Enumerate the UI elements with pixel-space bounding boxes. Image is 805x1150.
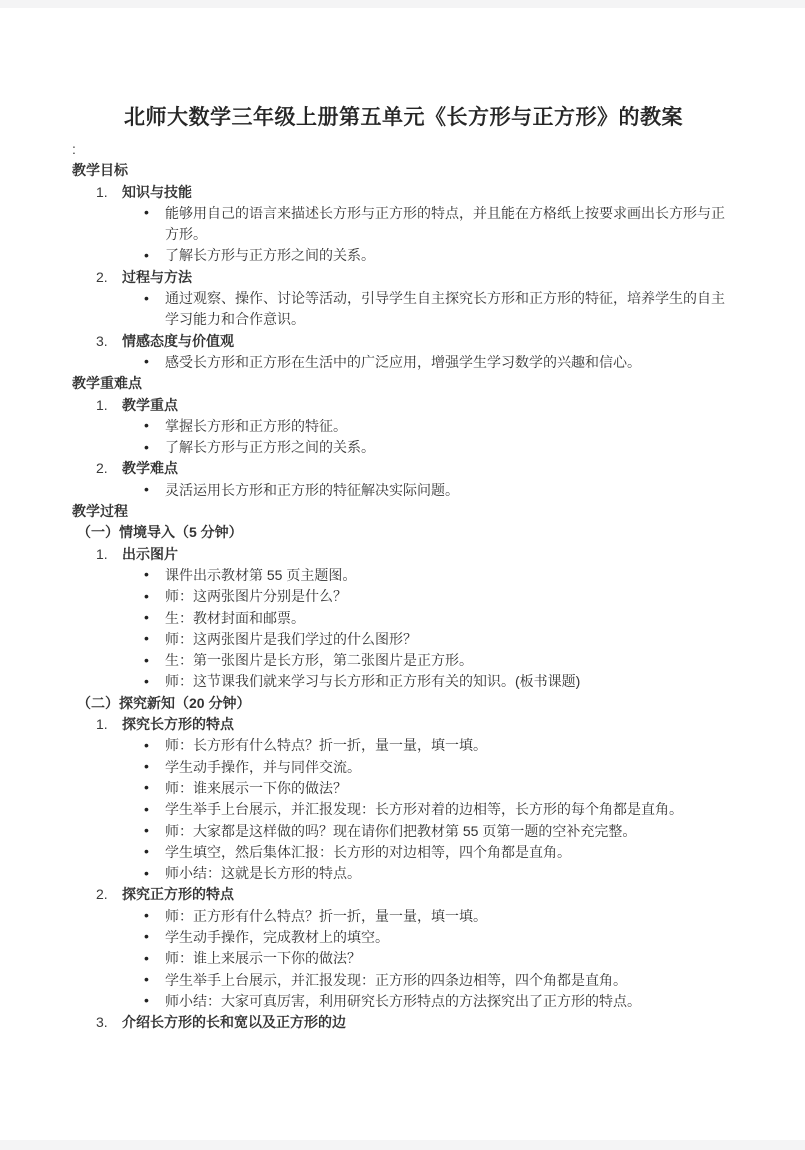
- doc-numbered-item: [72, 714, 735, 735]
- bullet-icon: •: [144, 609, 149, 626]
- line-text: 师：这节课我们就来学习与长方形和正方形有关的知识。(板书课题): [165, 673, 581, 690]
- doc-bullet-item: [72, 970, 735, 991]
- number-marker: 1.: [96, 396, 108, 413]
- line-text: 师：这两张图片分别是什么？: [165, 588, 347, 605]
- line-text: 学生动手操作，并与同伴交流。: [165, 758, 361, 775]
- line-text: 学生动手操作，完成教材上的填空。: [165, 928, 389, 945]
- line-text: 教学难点: [122, 460, 178, 477]
- bullet-icon: •: [144, 204, 149, 221]
- document-page: [0, 8, 805, 1140]
- number-marker: 1.: [96, 545, 108, 562]
- doc-heading: [72, 501, 735, 522]
- doc-bullet-item: [72, 799, 735, 820]
- doc-bullet-item: [72, 671, 735, 692]
- bullet-icon: •: [144, 907, 149, 924]
- line-text: 了解长方形与正方形之间的关系。: [165, 247, 375, 264]
- doc-section-heading: [72, 693, 735, 714]
- line-text: 探究长方形的特点: [122, 716, 234, 733]
- doc-bullet-item: [72, 991, 735, 1012]
- bullet-icon: •: [144, 417, 149, 434]
- line-text: 教学重点: [122, 396, 178, 413]
- line-text: 通过观察、操作、讨论等活动，引导学生自主探究长方形和正方形的特征，培养学生的自主学习能力和合作意识。: [165, 290, 725, 328]
- doc-bullet-item: [72, 437, 735, 458]
- doc-bullet-item: [72, 821, 735, 842]
- doc-bullet-item: [72, 735, 735, 756]
- doc-numbered-item: [72, 395, 735, 416]
- bullet-icon: •: [144, 651, 149, 668]
- doc-bullet-item: [72, 629, 735, 650]
- doc-section-heading: [72, 522, 735, 543]
- doc-bullet-item: [72, 842, 735, 863]
- line-text: 知识与技能: [122, 183, 192, 200]
- line-text: 情感态度与价值观: [122, 332, 234, 349]
- bullet-icon: •: [144, 587, 149, 604]
- doc-numbered-item: [72, 458, 735, 479]
- doc-bullet-item: [72, 906, 735, 927]
- bullet-icon: •: [144, 949, 149, 966]
- bullet-icon: •: [144, 800, 149, 817]
- line-text: 出示图片: [122, 545, 178, 562]
- bullet-icon: •: [144, 566, 149, 583]
- line-text: （一）情境导入（5 分钟）: [77, 524, 243, 541]
- line-text: 师：正方形有什么特点？折一折，量一量，填一填。: [165, 907, 487, 924]
- line-text: 学生举手上台展示，并汇报发现：正方形的四条边相等，四个角都是直角。: [165, 971, 627, 988]
- line-text: 课件出示教材第 55 页主题图。: [165, 566, 357, 583]
- number-marker: 1.: [96, 716, 108, 733]
- bullet-icon: •: [144, 864, 149, 881]
- line-text: 过程与方法: [122, 268, 192, 285]
- doc-numbered-item: [72, 1012, 735, 1033]
- doc-bullet-item: [72, 778, 735, 799]
- bullet-icon: •: [144, 822, 149, 838]
- line-text: 灵活运用长方形和正方形的特征解决实际问题。: [165, 481, 459, 498]
- line-text: 教学过程: [72, 503, 128, 520]
- bullet-icon: •: [144, 438, 149, 455]
- doc-bullet-item: [72, 245, 735, 266]
- bullet-icon: •: [144, 758, 149, 775]
- line-text: 师：这两张图片是我们学过的什么图形？: [165, 630, 417, 647]
- bullet-icon: •: [144, 630, 149, 647]
- bullet-icon: •: [144, 289, 149, 306]
- line-text: 生：第一张图片是长方形，第二张图片是正方形。: [165, 652, 473, 669]
- doc-numbered-item: [72, 884, 735, 905]
- bullet-icon: •: [144, 971, 149, 988]
- number-marker: 1.: [96, 183, 108, 200]
- line-text: 掌握长方形和正方形的特征。: [165, 417, 347, 434]
- line-text: 师：大家都是这样做的吗？现在请你们把教材第 55 页第一题的空补充完整。: [165, 822, 637, 839]
- doc-bullet-item: [72, 927, 735, 948]
- line-text: 师小结：这就是长方形的特点。: [165, 865, 361, 882]
- bullet-icon: •: [144, 481, 149, 498]
- doc-bullet-item: [72, 608, 735, 629]
- bullet-icon: •: [144, 992, 149, 1009]
- doc-numbered-item: [72, 182, 735, 203]
- doc-bullet-item: [72, 480, 735, 501]
- doc-bullet-item: [72, 416, 735, 437]
- line-text: :: [72, 141, 76, 157]
- bullet-icon: •: [144, 736, 149, 753]
- bullet-icon: •: [144, 843, 149, 860]
- line-text: 师：谁上来展示一下你的做法？: [165, 950, 361, 967]
- doc-bullet-item: [72, 352, 735, 373]
- line-text: 师：长方形有什么特点？折一折，量一量，填一填。: [165, 737, 487, 754]
- doc-numbered-item: [72, 267, 735, 288]
- number-marker: 3.: [96, 1014, 108, 1031]
- line-text: 能够用自己的语言来描述长方形与正方形的特点，并且能在方格纸上按要求画出长方形与正方形。: [165, 204, 725, 243]
- doc-heading: [72, 373, 735, 394]
- doc-bullet-item: [72, 863, 735, 884]
- line-text: 了解长方形与正方形之间的关系。: [165, 439, 375, 456]
- doc-bullet-item: [72, 650, 735, 671]
- line-text: 生：教材封面和邮票。: [165, 609, 305, 626]
- line-text: （二）探究新知（20 分钟）: [77, 694, 251, 711]
- doc-numbered-item: [72, 544, 735, 565]
- line-text: 介绍长方形的长和宽以及正方形的边: [122, 1014, 346, 1031]
- bullet-icon: •: [144, 246, 149, 263]
- number-marker: 2.: [96, 460, 108, 477]
- document-body: [72, 139, 735, 1033]
- line-text: 师：谁来展示一下你的做法？: [165, 779, 347, 796]
- doc-colon-line: [72, 139, 735, 160]
- number-marker: 2.: [96, 886, 108, 903]
- doc-bullet-item: [72, 203, 735, 246]
- document-title: 北师大数学三年级上册第五单元《长方形与正方形》的教案: [124, 106, 683, 129]
- line-text: 师小结：大家可真厉害，利用研究长方形特点的方法探究出了正方形的特点。: [165, 992, 641, 1009]
- line-text: 教学重难点: [72, 375, 142, 392]
- line-text: 学生举手上台展示，并汇报发现：长方形对着的边相等，长方形的每个角都是直角。: [165, 801, 683, 818]
- bullet-icon: •: [144, 353, 149, 370]
- line-text: 学生填空，然后集体汇报：长方形的对边相等，四个角都是直角。: [165, 843, 571, 860]
- doc-numbered-item: [72, 331, 735, 352]
- bullet-icon: •: [144, 928, 149, 945]
- doc-heading: [72, 160, 735, 181]
- doc-bullet-item: [72, 757, 735, 778]
- bullet-icon: •: [144, 779, 149, 796]
- number-marker: 3.: [96, 332, 108, 349]
- bullet-icon: •: [144, 672, 149, 689]
- doc-bullet-item: [72, 288, 735, 331]
- number-marker: 2.: [96, 268, 108, 285]
- line-text: 教学目标: [72, 162, 128, 179]
- doc-bullet-item: [72, 586, 735, 607]
- line-text: 探究正方形的特点: [122, 886, 234, 903]
- doc-bullet-item: [72, 565, 735, 586]
- line-text: 感受长方形和正方形在生活中的广泛应用，增强学生学习数学的兴趣和信心。: [165, 353, 641, 370]
- doc-bullet-item: [72, 948, 735, 969]
